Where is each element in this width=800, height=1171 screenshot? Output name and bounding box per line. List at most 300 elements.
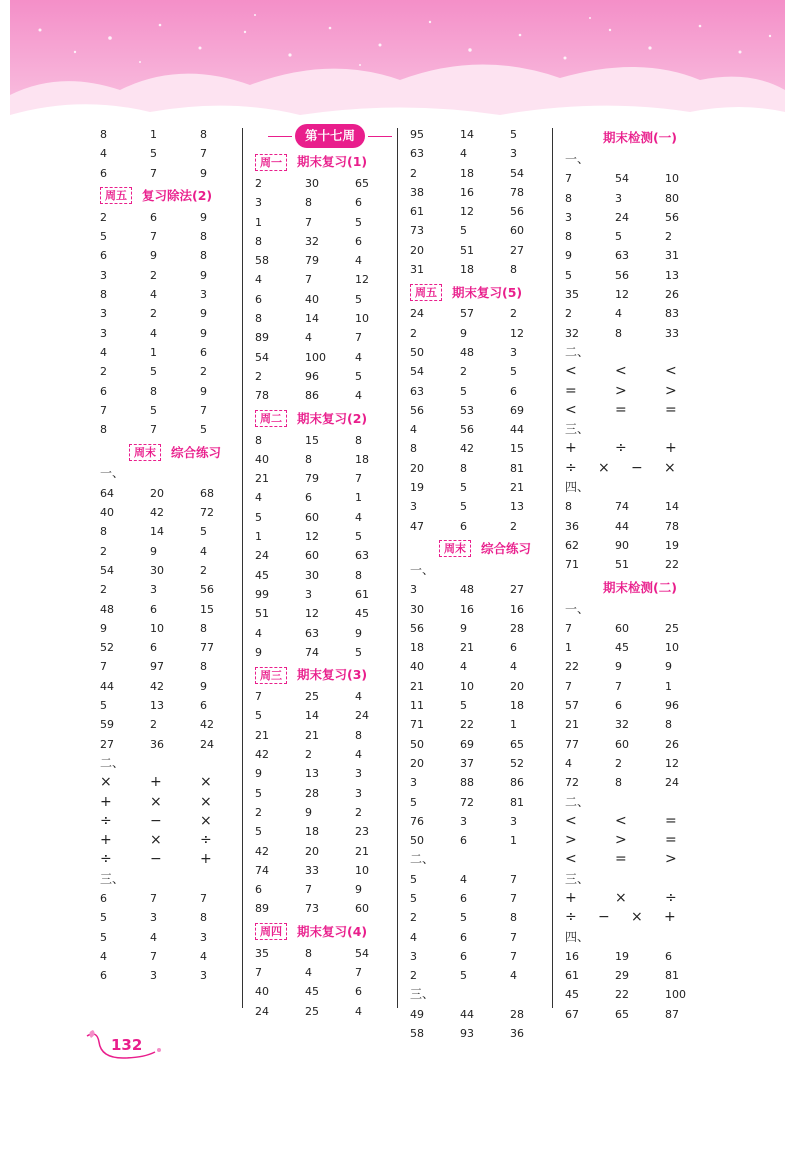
answer-value: 57: [565, 699, 579, 713]
answer-value: 5: [410, 891, 417, 905]
answer-row: [565, 555, 715, 574]
answer-value: 20: [410, 461, 424, 475]
answer-value: 5: [510, 128, 517, 141]
answer-value: ×: [631, 909, 643, 926]
answer-value: 60: [615, 737, 629, 751]
answer-value: 8: [355, 568, 362, 582]
answer-value: 9: [150, 249, 157, 263]
answer-value: 18: [460, 263, 474, 277]
answer-value: 60: [305, 510, 319, 524]
answer-value: 5: [460, 224, 467, 238]
answer-value: 2: [100, 583, 107, 597]
answer-value: ÷: [200, 832, 212, 849]
answer-value: 54: [255, 350, 269, 364]
answer-value: 48: [460, 345, 474, 359]
answer-row: [565, 657, 715, 676]
section-heading: [255, 664, 405, 686]
answer-value: 56: [615, 268, 629, 282]
answer-row: [100, 928, 250, 947]
answer-value: 42: [200, 718, 214, 732]
answer-value: 69: [460, 737, 474, 751]
answer-row: [255, 1002, 405, 1021]
answer-row: [565, 677, 715, 696]
answer-row: [565, 696, 715, 715]
answer-value: 2: [150, 307, 157, 321]
answer-value: 7: [355, 472, 362, 486]
symbol-row: [565, 908, 715, 927]
answer-row: [100, 362, 250, 381]
section-title: 期末检测(一): [603, 130, 677, 146]
answer-value: 100: [305, 350, 326, 364]
answer-value: 48: [460, 583, 474, 597]
answer-row: [255, 764, 405, 783]
answer-value: =: [615, 851, 627, 868]
section-heading: [410, 538, 560, 560]
answer-value: 1: [150, 345, 157, 359]
section-heading: [100, 185, 250, 207]
answer-value: 33: [665, 326, 679, 340]
day-tag: 周五: [410, 284, 442, 301]
answer-value: 30: [410, 602, 424, 616]
answer-value: 8: [510, 911, 517, 925]
answer-row: [100, 638, 250, 657]
answer-value: 56: [460, 423, 474, 437]
answer-value: 4: [355, 1004, 362, 1018]
answer-row: [100, 677, 250, 696]
answer-value: 2: [410, 911, 417, 925]
answer-value: 3: [410, 500, 417, 514]
answer-value: 3: [100, 326, 107, 340]
answer-row: [255, 784, 405, 803]
answer-value: 2: [410, 969, 417, 983]
answer-value: 7: [510, 891, 517, 905]
answer-row: [410, 773, 560, 792]
answer-value: 7: [200, 147, 207, 161]
answer-value: 36: [565, 519, 579, 533]
answer-value: 2: [100, 365, 107, 379]
answer-row: [565, 619, 715, 638]
week-title: 第十七周: [295, 124, 365, 147]
answer-value: 53: [460, 403, 474, 417]
answer-row: [410, 889, 560, 908]
answer-value: 2: [305, 748, 312, 762]
answer-value: 54: [510, 166, 524, 180]
answer-value: 40: [255, 985, 269, 999]
answer-value: 2: [255, 177, 262, 190]
answer-value: 21: [255, 472, 269, 486]
answer-value: =: [665, 401, 677, 418]
answer-value: 9: [255, 645, 262, 659]
answer-row: [255, 643, 405, 662]
symbol-row: [100, 773, 250, 792]
answer-value: 63: [410, 147, 424, 161]
answer-value: 15: [305, 433, 319, 447]
answer-value: 4: [510, 969, 517, 983]
answer-value: 5: [460, 699, 467, 713]
answer-row: [255, 270, 405, 289]
answer-value: 8: [355, 433, 362, 447]
answer-value: 5: [460, 969, 467, 983]
answer-value: 19: [410, 481, 424, 495]
symbol-row: [565, 382, 715, 401]
answer-row: [410, 362, 560, 381]
answer-row: [255, 861, 405, 880]
answer-value: 9: [665, 660, 672, 674]
answer-row: [255, 899, 405, 918]
section-title: 综合练习: [480, 541, 531, 557]
answer-value: 5: [200, 423, 207, 437]
answer-value: 6: [100, 891, 107, 905]
answer-row: [100, 382, 250, 401]
answer-value: 1: [355, 491, 362, 505]
answer-row: [410, 870, 560, 889]
answer-row: [100, 947, 250, 966]
answer-row: [410, 754, 560, 773]
answer-value: 79: [305, 472, 319, 486]
answer-value: 21: [305, 728, 319, 742]
answer-value: 42: [255, 844, 269, 858]
answer-value: 26: [665, 737, 679, 751]
answer-value: 6: [355, 234, 362, 248]
answer-value: 24: [255, 549, 269, 563]
answer-row: [410, 657, 560, 676]
answer-value: 72: [460, 795, 474, 809]
answer-value: 4: [615, 307, 622, 321]
answer-row: [410, 928, 560, 947]
answer-value: 2: [255, 369, 262, 383]
answer-value: 54: [410, 365, 424, 379]
answer-value: 6: [355, 196, 362, 210]
answer-row: [410, 793, 560, 812]
answer-value: 25: [665, 621, 679, 635]
answer-value: 14: [305, 709, 319, 723]
answer-value: 2: [200, 563, 207, 577]
answer-value: 5: [255, 709, 262, 723]
answer-row: [100, 144, 250, 163]
answer-value: 9: [200, 210, 207, 224]
answer-value: <: [615, 812, 627, 829]
answer-value: 32: [565, 326, 579, 340]
answer-row: [565, 735, 715, 754]
answer-value: 4: [510, 660, 517, 674]
answer-value: 6: [200, 699, 207, 713]
answer-value: 24: [615, 210, 629, 224]
answer-value: 8: [100, 288, 107, 302]
answer-value: 60: [355, 902, 369, 916]
answer-value: 2: [100, 544, 107, 558]
answer-row: [565, 715, 715, 734]
answer-value: 24: [355, 709, 369, 723]
answer-value: 8: [615, 326, 622, 340]
answer-value: 8: [200, 128, 207, 141]
symbol-row: [100, 850, 250, 869]
answer-row: [410, 343, 560, 362]
answer-value: 73: [410, 224, 424, 238]
answer-value: 1: [565, 641, 572, 655]
symbol-row: [565, 401, 715, 420]
answer-value: 3: [200, 930, 207, 944]
answer-value: 21: [565, 718, 579, 732]
answer-row: [100, 522, 250, 541]
answer-value: 8: [510, 263, 517, 277]
answer-value: 8: [255, 433, 262, 447]
answer-value: 7: [305, 273, 312, 287]
answer-value: 5: [460, 384, 467, 398]
answer-value: 5: [255, 510, 262, 524]
answer-row: [410, 144, 560, 163]
answer-value: 19: [615, 949, 629, 963]
answer-value: ÷: [565, 909, 577, 926]
answer-value: 10: [460, 679, 474, 693]
answer-column-4: [565, 125, 715, 1024]
answer-value: 12: [355, 273, 369, 287]
answer-value: 4: [460, 147, 467, 161]
answer-value: 40: [255, 452, 269, 466]
answer-value: 9: [355, 883, 362, 897]
answer-value: 90: [615, 538, 629, 552]
answer-value: 6: [100, 384, 107, 398]
answer-value: ×: [200, 774, 212, 791]
answer-value: 8: [255, 312, 262, 326]
section-heading: [565, 577, 715, 599]
decor-line: [368, 136, 392, 137]
answer-value: 24: [665, 776, 679, 790]
answer-value: 28: [510, 1007, 524, 1021]
answer-value: 3: [200, 288, 207, 302]
answer-value: 14: [305, 312, 319, 326]
answer-value: 9: [460, 326, 467, 340]
answer-value: 5: [460, 911, 467, 925]
answer-row: [255, 687, 405, 706]
answer-row: [255, 367, 405, 386]
answer-value: 7: [305, 215, 312, 229]
answer-value: 5: [100, 911, 107, 925]
answer-value: 11: [410, 699, 424, 713]
answer-value: 50: [410, 834, 424, 848]
answer-value: −: [631, 459, 643, 476]
answer-row: [255, 348, 405, 367]
answer-row: [410, 619, 560, 638]
answer-value: 51: [615, 558, 629, 572]
answer-row: [255, 251, 405, 270]
answer-value: ×: [150, 793, 162, 810]
symbol-row: [565, 362, 715, 381]
page-number-badge: [83, 1028, 173, 1068]
week-heading: [255, 125, 405, 147]
answer-value: 65: [510, 737, 524, 751]
answer-value: 4: [255, 491, 262, 505]
answer-row: [410, 125, 560, 144]
answer-value: 80: [665, 191, 679, 205]
answer-row: [100, 503, 250, 522]
day-tag: 周末: [439, 540, 471, 557]
answer-value: 44: [510, 423, 524, 437]
answer-value: 13: [150, 699, 164, 713]
answer-value: 44: [460, 1007, 474, 1021]
answer-value: 15: [200, 602, 214, 616]
answer-value: 74: [255, 863, 269, 877]
answer-value: 2: [615, 756, 622, 770]
answer-value: 3: [150, 583, 157, 597]
answer-row: [100, 266, 250, 285]
answer-value: +: [200, 851, 212, 868]
answer-value: 8: [460, 461, 467, 475]
answer-value: 93: [460, 1027, 474, 1041]
answer-value: 5: [150, 147, 157, 161]
answer-value: 65: [615, 1007, 629, 1021]
answer-row: [410, 831, 560, 850]
answer-value: 38: [410, 185, 424, 199]
answer-value: 6: [305, 491, 312, 505]
answer-value: 2: [665, 230, 672, 244]
answer-row: [255, 706, 405, 725]
answer-row: [410, 966, 560, 985]
answer-row: [565, 754, 715, 773]
answer-value: 7: [565, 621, 572, 635]
answer-row: [255, 508, 405, 527]
answer-row: [100, 164, 250, 183]
answer-value: +: [100, 793, 112, 810]
answer-value: 65: [355, 177, 369, 190]
answer-value: 8: [200, 911, 207, 925]
answer-value: 6: [255, 883, 262, 897]
answer-value: 5: [150, 365, 157, 379]
answer-value: 19: [665, 538, 679, 552]
answer-value: 6: [355, 985, 362, 999]
answer-value: 45: [305, 985, 319, 999]
answer-value: ÷: [100, 812, 112, 829]
answer-row: [255, 450, 405, 469]
answer-value: 14: [150, 525, 164, 539]
answer-value: 76: [410, 814, 424, 828]
answer-value: 8: [100, 525, 107, 539]
answer-value: ×: [664, 459, 676, 476]
answer-value: 3: [305, 587, 312, 601]
answer-value: 4: [355, 748, 362, 762]
answer-row: [255, 604, 405, 623]
answer-value: 5: [255, 825, 262, 839]
answer-value: 68: [200, 486, 214, 500]
answer-value: 56: [200, 583, 214, 597]
answer-value: 72: [200, 506, 214, 520]
answer-value: 10: [665, 172, 679, 186]
answer-value: 6: [665, 949, 672, 963]
answer-row: [255, 213, 405, 232]
answer-value: 67: [565, 1007, 579, 1021]
answer-value: 7: [150, 949, 157, 963]
answer-value: ×: [100, 774, 112, 791]
answer-value: 3: [565, 210, 572, 224]
answer-value: 16: [510, 602, 524, 616]
answer-value: ×: [615, 889, 627, 906]
answer-value: +: [150, 774, 162, 791]
answer-value: ÷: [615, 440, 627, 457]
answer-value: <: [565, 851, 577, 868]
answer-value: 10: [150, 621, 164, 635]
answer-value: 12: [665, 756, 679, 770]
symbol-row: [565, 889, 715, 908]
answer-value: 8: [305, 946, 312, 960]
answer-value: ÷: [100, 851, 112, 868]
answer-value: 7: [255, 965, 262, 979]
answer-value: 77: [565, 737, 579, 751]
answer-value: 30: [305, 568, 319, 582]
answer-value: 3: [150, 969, 157, 983]
answer-value: 4: [355, 510, 362, 524]
symbol-row: [100, 793, 250, 812]
answer-value: 9: [200, 326, 207, 340]
answer-value: 59: [100, 718, 114, 732]
answer-row: [255, 328, 405, 347]
answer-value: 1: [510, 718, 517, 732]
answer-value: 7: [615, 679, 622, 693]
answer-row: [410, 638, 560, 657]
answer-value: 8: [200, 660, 207, 674]
answer-row: [255, 842, 405, 861]
answer-value: −: [150, 851, 162, 868]
answer-value: 8: [355, 728, 362, 742]
answer-value: >: [565, 832, 577, 849]
day-tag: 周三: [255, 667, 287, 684]
section-label: 二、: [565, 794, 590, 809]
section-title: 期末复习(3): [297, 667, 368, 683]
answer-value: 4: [305, 331, 312, 345]
answer-row: [410, 696, 560, 715]
answer-value: 8: [410, 442, 417, 456]
answer-value: −: [598, 909, 610, 926]
answer-value: 54: [615, 172, 629, 186]
answer-row: [100, 715, 250, 734]
answer-value: 69: [510, 403, 524, 417]
answer-value: 42: [460, 442, 474, 456]
answer-value: 6: [100, 969, 107, 983]
answer-value: 18: [355, 452, 369, 466]
answer-row: [565, 324, 715, 343]
answer-row: [100, 542, 250, 561]
answer-row: [410, 382, 560, 401]
answer-value: 5: [355, 215, 362, 229]
section-label: 四、: [565, 929, 590, 944]
answer-value: <: [565, 812, 577, 829]
answer-value: 8: [305, 452, 312, 466]
symbol-row: [565, 812, 715, 831]
answer-value: 60: [615, 621, 629, 635]
answer-row: [565, 1005, 715, 1024]
answer-value: 35: [565, 288, 579, 302]
answer-value: 2: [410, 326, 417, 340]
answer-value: 2: [565, 307, 572, 321]
answer-row: [255, 290, 405, 309]
answer-value: 56: [410, 621, 424, 635]
answer-value: 8: [565, 230, 572, 244]
answer-value: 4: [100, 147, 107, 161]
answer-value: <: [615, 363, 627, 380]
answer-value: 7: [510, 930, 517, 944]
answer-value: 9: [255, 767, 262, 781]
answer-row: [565, 497, 715, 516]
answer-value: 13: [305, 767, 319, 781]
answer-value: 3: [460, 814, 467, 828]
answer-row: [410, 459, 560, 478]
answer-value: 5: [410, 795, 417, 809]
answer-value: =: [615, 401, 627, 418]
answer-row: [565, 227, 715, 246]
answer-value: 27: [510, 583, 524, 597]
answer-row: [410, 164, 560, 183]
answer-row: [100, 908, 250, 927]
section-label: 四、: [565, 480, 590, 495]
answer-row: [100, 657, 250, 676]
